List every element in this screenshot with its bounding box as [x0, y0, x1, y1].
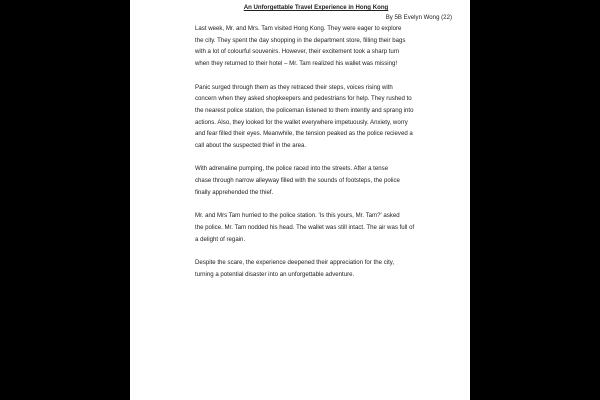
text-line: call about the suspected thief in the area. [195, 142, 307, 150]
text-line: the police. Mr. Tam nodded his head. The wallet was still intact. The air was full of [195, 223, 415, 231]
text-line: the nearest police station, the policeman listened to them intently and sprang into [195, 106, 414, 114]
paragraph-5 [180, 257, 444, 280]
paragraph-2 [180, 82, 444, 152]
text-line: and fear filled their eyes. Meanwhile, the tension peaked as the police recieved a [195, 130, 413, 138]
author-byline: By 5B Evelyn Wong (22) [385, 14, 452, 21]
text-line: Despite the scare, the experience deepened their appreciation for the city, [195, 259, 395, 266]
text-line: With adrenaline pumping, the police raced into the streets. After a tense [195, 165, 389, 173]
text-line: Last week, Mr. and Mrs. Tam visited Hong Kong. They were eager to explore [195, 25, 402, 32]
text-line: Mr. and Mrs Tam hurried to the police station. 'Is this yours, Mr. Tam?' asked [195, 212, 400, 220]
document-title: An Unforgettable Travel Experience in Hong Kong [243, 4, 389, 11]
text-line: when they returned to their hotel – Mr. Tam realized his wallet was missing! [195, 60, 398, 68]
paragraph-4 [180, 210, 444, 245]
text-line: actions. Also, they looked for the wallet everywhere impetuously. Anxiety, worry [195, 118, 408, 126]
text-line: the city. They spent the day shopping in the department store, filling their bags [195, 36, 406, 44]
text-line: concern when they asked shopkeepers and pedestrians for help. They rushed to [195, 95, 412, 103]
text-line: Panic surged through them as they retraced their steps, voices rising with [195, 83, 393, 91]
text-line: with a lot of colourful souvenirs. However, their excitement took a sharp turn [195, 48, 400, 56]
text-line: turning a potential disaster into an unforgettable adventure. [195, 270, 355, 278]
text-line: chase through narrow alleyway filled with the sounds of footsteps, the police [195, 177, 400, 185]
text-line: a delight of regain. [195, 235, 246, 243]
text-line: finally apprehended the thief. [195, 188, 274, 196]
paragraph-3 [180, 163, 444, 198]
document-page [130, 0, 470, 400]
paragraph-1 [180, 23, 444, 70]
